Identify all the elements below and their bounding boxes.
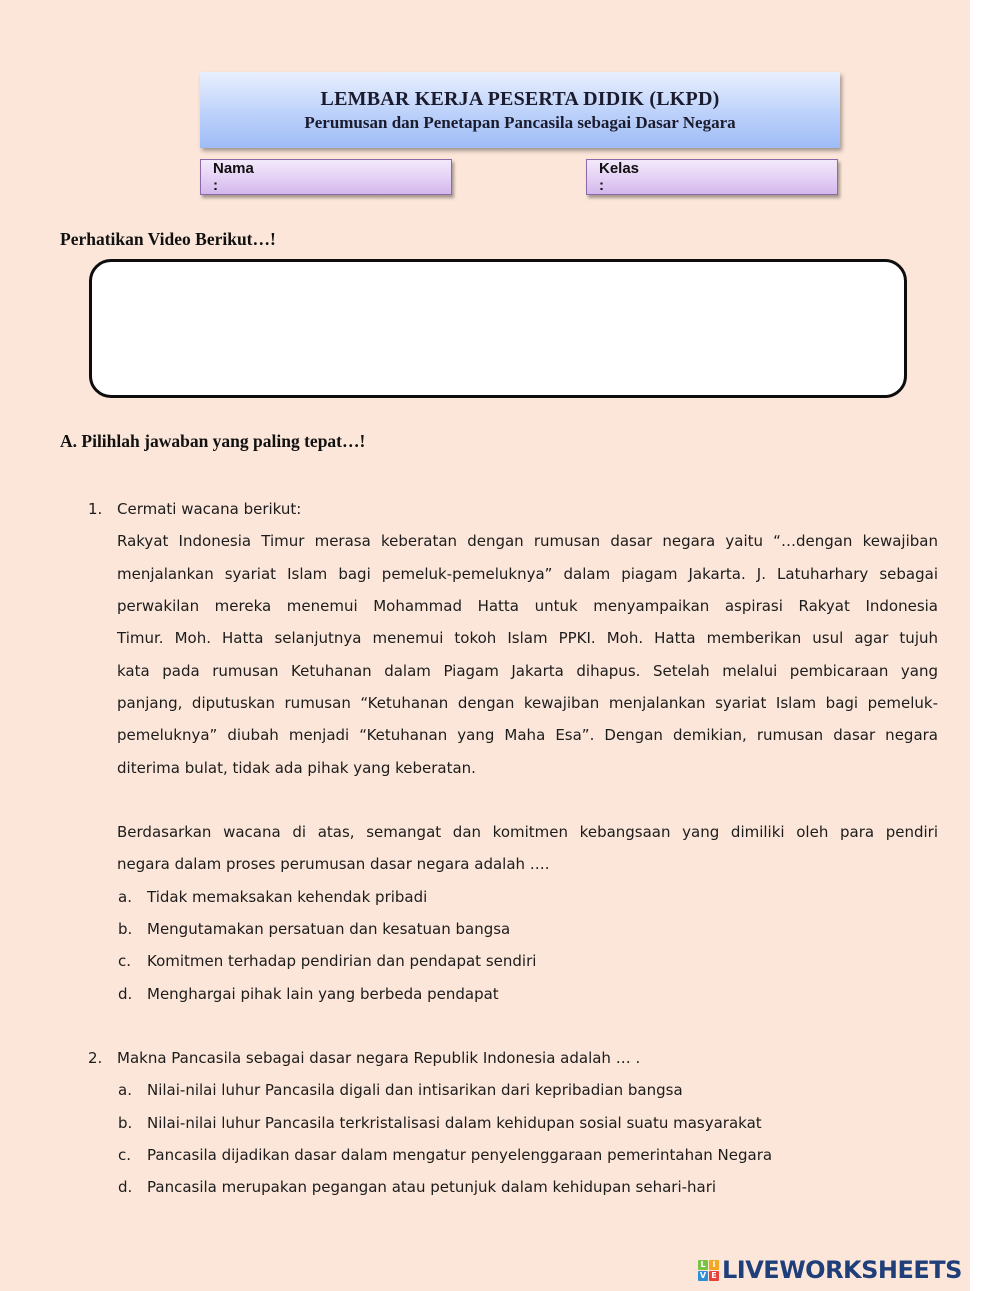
question-text: Makna Pancasila sebagai dasar negara Republik Indonesia adalah … .	[117, 1049, 641, 1067]
option-text: Tidak memaksakan kehendak pribadi	[147, 888, 428, 906]
kelas-field	[586, 159, 838, 195]
option-text: Nilai-nilai luhur Pancasila terkristalisasi dalam kehidupan sosial suatu masyarakat	[147, 1114, 762, 1132]
logo-block: I	[709, 1260, 719, 1270]
question-text: Berdasarkan wacana di atas, semangat dan komitmen kebangsaan yang dimiliki oleh para pendiri	[117, 823, 938, 841]
option-letter: b.	[118, 920, 133, 938]
logo-block: L	[698, 1260, 708, 1270]
option-text: Pancasila dijadikan dasar dalam mengatur penyelenggaraan pemerintahan Negara	[147, 1146, 773, 1164]
logo-block: E	[709, 1271, 719, 1281]
option-letter: d.	[118, 985, 133, 1003]
option-letter: a.	[118, 1081, 132, 1099]
option-letter: a.	[118, 888, 132, 906]
option-text: Mengutamakan persatuan dan kesatuan bangsa	[147, 920, 511, 938]
option-letter: c.	[118, 1146, 132, 1164]
worksheet-title: LEMBAR KERJA PESERTA DIDIK (LKPD)	[320, 88, 720, 110]
title-banner	[200, 72, 840, 148]
passage-line: Rakyat Indonesia Timur merasa keberatan dengan rumusan dasar negara yaitu “…dengan kewajiban	[117, 532, 938, 550]
passage-line: perwakilan mereka menemui Mohammad Hatta untuk menyampaikan aspirasi Rakyat Indonesia	[117, 597, 938, 615]
live-blocks-icon	[698, 1260, 719, 1281]
passage-line: pemeluknya” diubah menjadi “Ketuhanan yang Maha Esa”. Dengan demikian, rumusan dasar negara	[117, 726, 938, 744]
logo-block: V	[699, 1271, 707, 1280]
section-a-heading: A. Pilihlah jawaban yang paling tepat…!	[60, 431, 366, 451]
option-text: Komitmen terhadap pendirian dan pendapat sendiri	[147, 952, 537, 970]
worksheet-subtitle: Perumusan dan Penetapan Pancasila sebagai Dasar Negara	[304, 113, 736, 132]
option-letter: d.	[118, 1178, 133, 1196]
option-letter: b.	[118, 1114, 133, 1132]
nama-input[interactable]	[258, 159, 461, 195]
passage-line: diterima bulat, tidak ada pihak yang keberatan.	[117, 759, 476, 777]
option-text: Pancasila merupakan pegangan atau petunjuk dalam kehidupan sehari-hari	[147, 1178, 717, 1196]
question-intro: Cermati wacana berikut:	[117, 500, 302, 518]
question-text: negara dalam proses perumusan dasar negara adalah ….	[117, 855, 550, 873]
question-number: 2.	[88, 1049, 103, 1067]
option-letter: c.	[118, 952, 132, 970]
video-player[interactable]	[89, 259, 907, 398]
kelas-label: Kelas :	[599, 160, 640, 194]
kelas-input[interactable]	[643, 159, 846, 195]
passage-line: kata pada rumusan Ketuhanan dalam Piagam Jakarta dihapus. Setelah melalui pembicaraan yang	[117, 662, 938, 680]
liveworksheets-logo[interactable]	[698, 1257, 962, 1283]
option-text: Nilai-nilai luhur Pancasila digali dan intisarikan dari kepribadian bangsa	[147, 1081, 683, 1099]
question-number: 1.	[88, 500, 103, 518]
nama-label: Nama :	[213, 160, 254, 194]
passage-line: menjalankan syariat Islam bagi pemeluk-pemeluknya” dalam piagam Jakarta. J. Latuharhary sebagai	[117, 565, 938, 583]
video-heading: Perhatikan Video Berikut…!	[60, 229, 276, 249]
option-text: Menghargai pihak lain yang berbeda pendapat	[147, 985, 499, 1003]
nama-field	[200, 159, 452, 195]
passage-line: Timur. Moh. Hatta selanjutnya menemui tokoh Islam PPKI. Moh. Hatta memberikan usul agar tujuh	[117, 629, 938, 647]
passage-line: panjang, diputuskan rumusan “Ketuhanan dengan kewajiban menjalankan syariat Islam bagi pemeluk-	[117, 694, 938, 712]
logo-text: LIVEWORKSHEETS	[722, 1256, 962, 1284]
